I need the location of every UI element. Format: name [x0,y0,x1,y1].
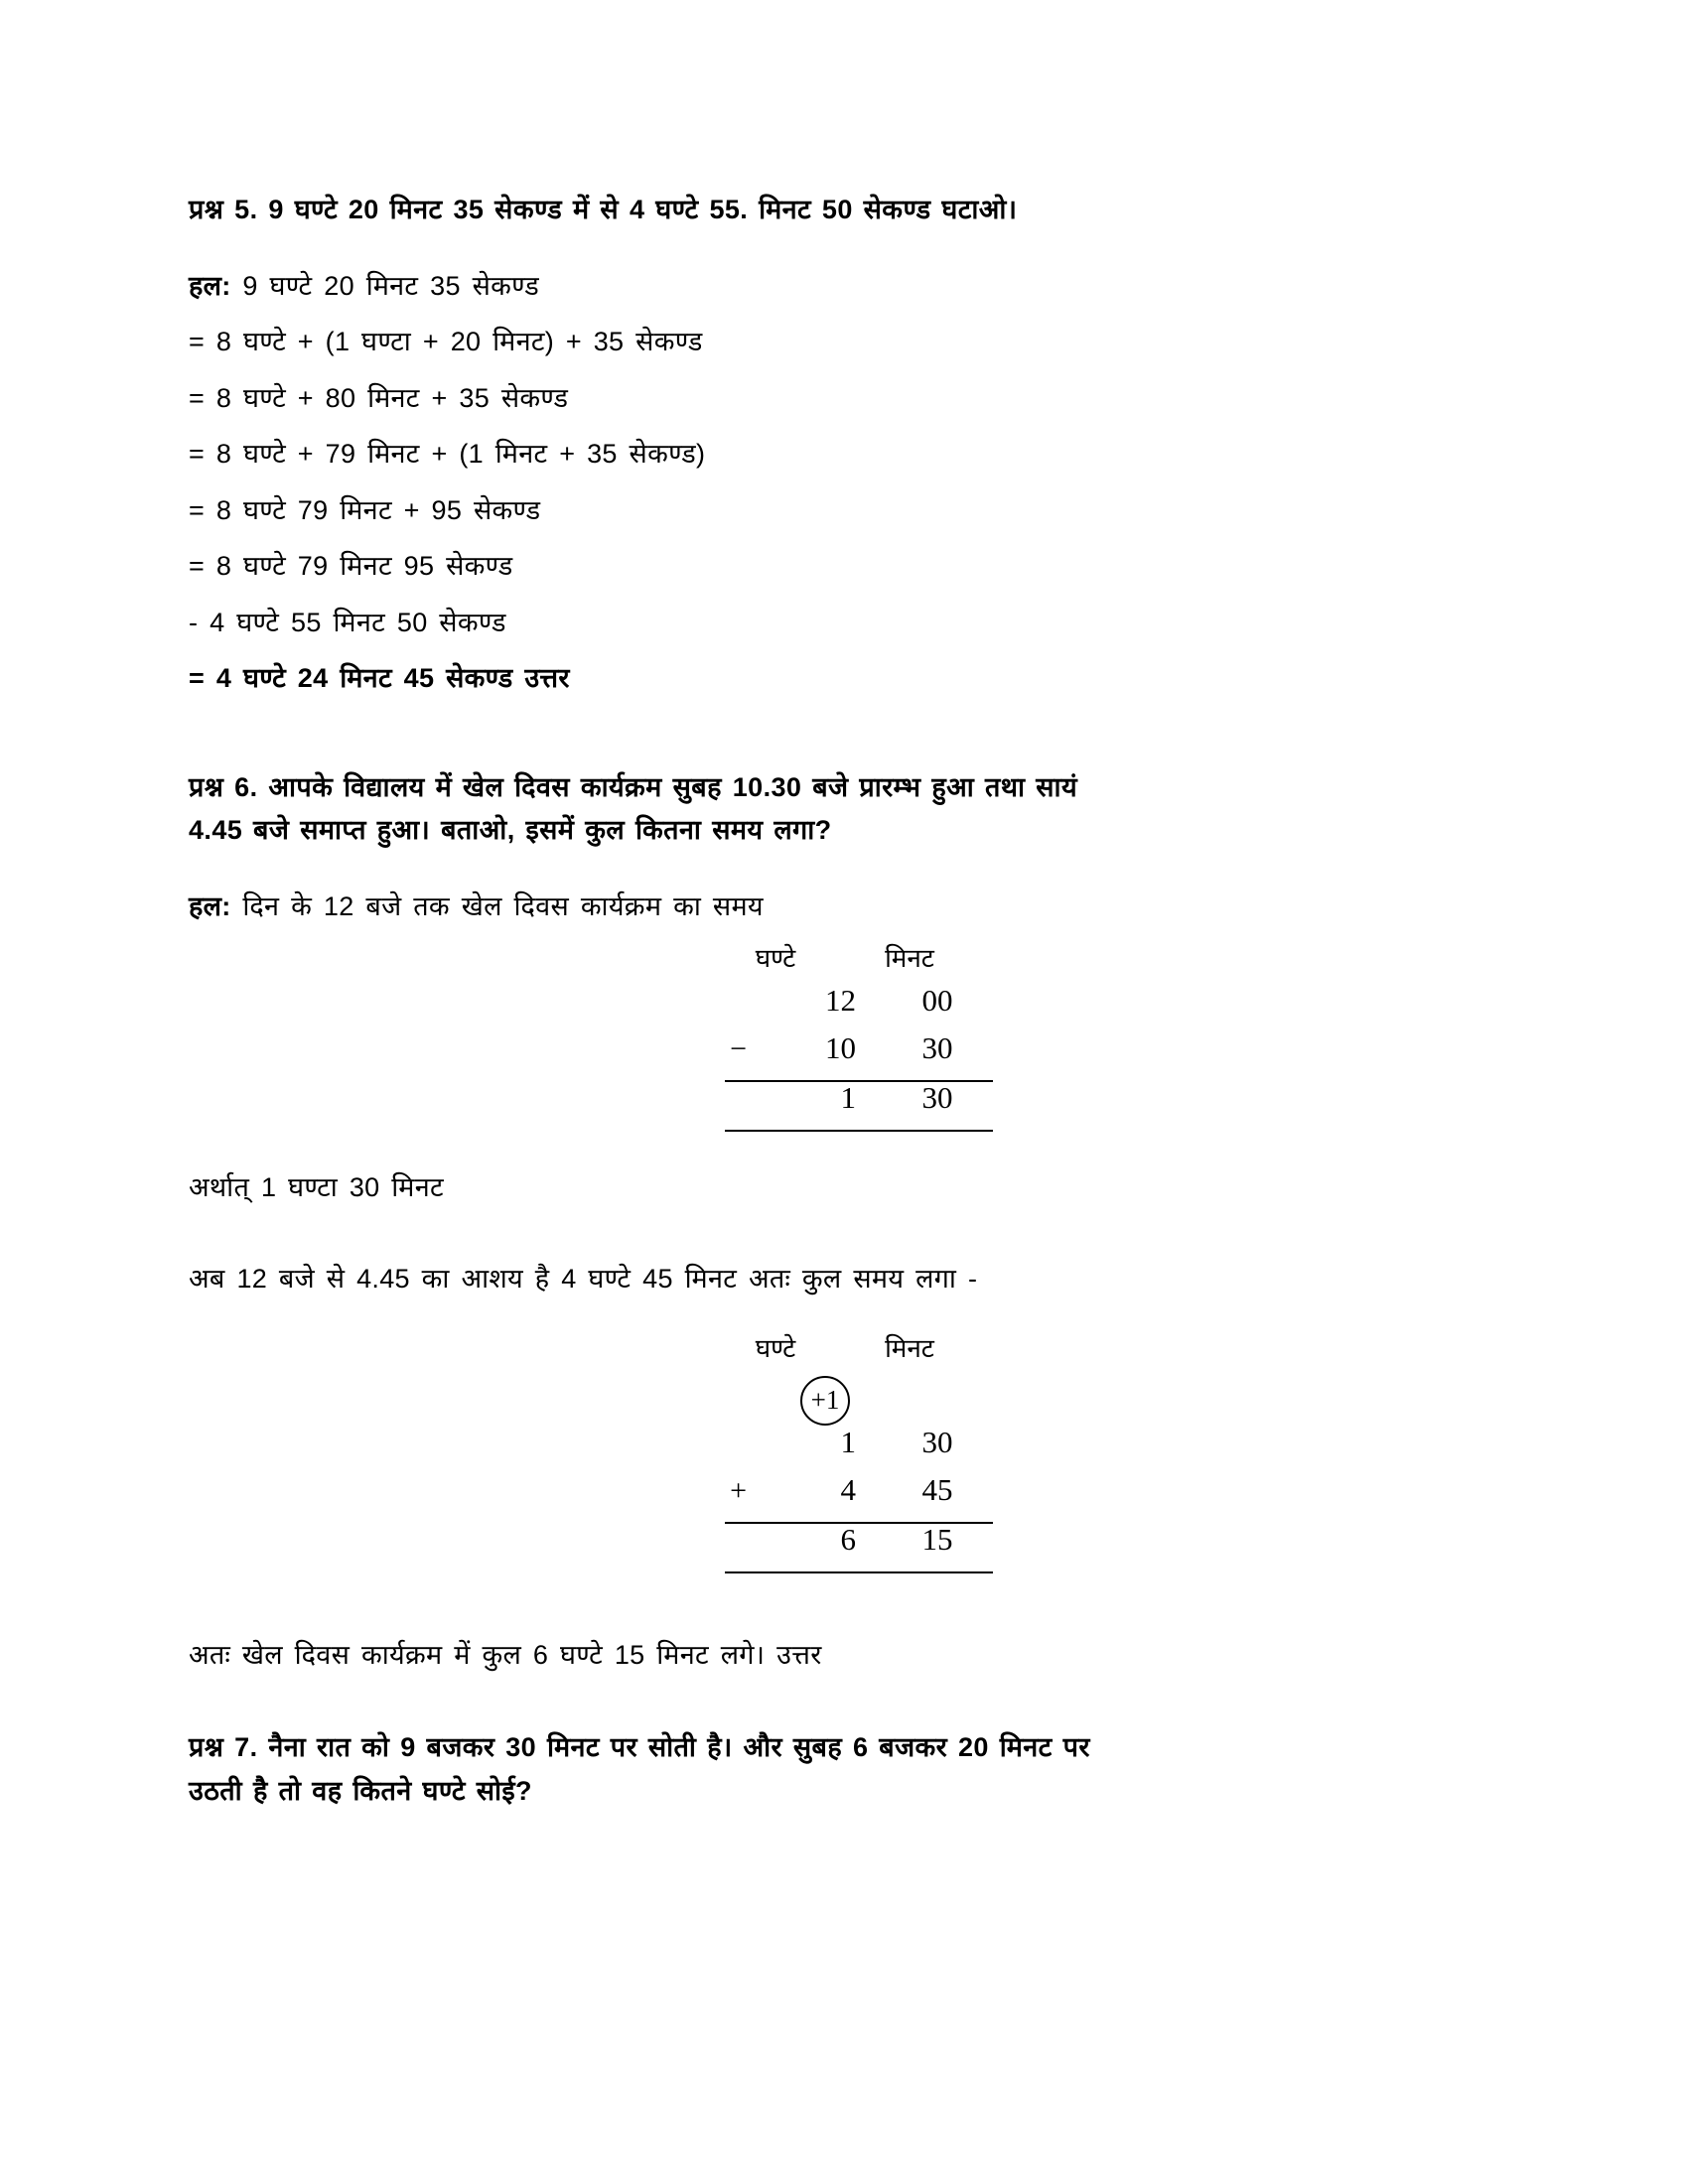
calc-table-1-wrapper [189,942,1509,1132]
calc-table-1-row-0 [701,982,997,1032]
calc-table-1-header-hours: घण्टे [755,942,796,973]
question-6-conclusion: अतः खेल दिवस कार्यक्रम में कुल 6 घण्टे 15 मिनट लगे। उत्तर [189,1639,822,1670]
calc-table-1-row-1-hours: 10 [825,1029,856,1065]
calc-table-1-row-1 [701,1029,997,1080]
calc-table-1-result-hours: 1 [840,1079,856,1115]
calc-table-2-result-minutes: 15 [921,1521,953,1557]
solution-text-q5-0: 9 घण्टे 20 मिनट 35 सेकण्ड [242,270,540,301]
calc-table-2-header-minutes: मिनट [885,1332,934,1363]
calc-table-1-header-row [701,942,997,973]
solution-label-q5: हल: [189,270,231,301]
calc-table-2-row-0-hours: 1 [840,1424,856,1459]
question-6-heading-line-1: प्रश्न 6. आपके विद्यालय में खेल दिवस कार्यक्रम सुबह 10.30 बजे प्रारम्भ हुआ तथा सायं [189,771,1078,802]
calc-table-1-row-1-minutes: 30 [921,1029,953,1065]
question-5-solution-line-3: = 8 घण्टे + 79 मिनट + (1 मिनट + 35 सेकण्ड) [189,439,706,470]
calc-table-1 [701,942,997,1132]
question-5-solution-line-4: = 8 घण्टे 79 मिनट + 95 सेकण्ड [189,494,541,525]
solution-intro-text-q6: दिन के 12 बजे तक खेल दिवस कार्यक्रम का समय [242,891,764,922]
calc-table-2-row-0 [701,1424,997,1474]
calc-table-1-row-0-minutes: 00 [921,982,953,1018]
calc-table-2-row-1-minutes: 45 [921,1471,953,1507]
calc-table-1-header-minutes: मिनट [885,942,934,973]
calc-table-2-carry-box [747,1376,864,1426]
question-5-solution-line-5: = 8 घण्टे 79 मिनट 95 सेकण्ड [189,551,513,582]
calc-table-2-wrapper [189,1332,1509,1573]
after-table-1-text: अर्थात् 1 घण्टा 30 मिनट [189,1171,444,1202]
calc-table-1-result-row [701,1079,997,1128]
question-6-mid-text: अब 12 बजे से 4.45 का आशय है 4 घण्टे 45 मिनट अतः कुल समय लगा - [189,1264,978,1295]
calc-table-1-row-0-hours: 12 [825,982,856,1018]
calc-table-2-header-row [701,1332,997,1363]
calc-table-1-result-minutes: 30 [921,1079,953,1115]
question-7-heading-line-1: प्रश्न 7. नैना रात को 9 बजकर 30 मिनट पर सोती है। और सुबह 6 बजकर 20 मिनट पर [189,1732,1090,1763]
calc-table-2-row-1-operator: + [730,1473,747,1507]
calc-table-1-row-1-operator: − [730,1031,747,1065]
question-6-solution-intro [189,887,1509,927]
spacer-mid-q6 [189,1207,1509,1259]
calc-table-2-row-0-minutes: 30 [921,1424,953,1459]
spacer-before-table-1 [189,927,1509,945]
calc-table-2-result-row [701,1521,997,1570]
spacer-after-q5 [189,715,1509,766]
question-7-heading-line-2: उठती है तो वह कितने घण्टे सोई? [189,1775,532,1806]
spacer-before-q7 [189,1675,1509,1726]
calc-table-2-row-1 [701,1471,997,1522]
calc-table-2-row-1-hours: 4 [840,1471,856,1507]
question-5-heading: प्रश्न 5. 9 घण्टे 20 मिनट 35 सेकण्ड में से 4 घण्टे 55. मिनट 50 सेकण्ड घटाओ। [189,195,1018,224]
calc-table-2-carry-row [701,1375,997,1427]
calc-table-1-rule-bottom [725,1130,993,1132]
page-content [189,189,1509,1847]
spacer-after-table-1 [189,1132,1509,1167]
spacer-after-table-2 [189,1573,1509,1635]
carry-one-circle: +1 [800,1376,850,1426]
question-5-solution-line-6: - 4 घण्टे 55 मिनट 50 सेकण्ड [189,607,506,637]
question-5-solution-line-1: = 8 घण्टे + (1 घण्टा + 20 मिनट) + 35 सेकण्ड [189,327,703,357]
calc-table-2 [701,1332,997,1573]
question-6-heading-line-2: 4.45 बजे समाप्त हुआ। बताओ, इसमें कुल कितना समय लगा? [189,815,832,846]
calc-table-2-rule-bottom [725,1571,993,1573]
question-5-answer-line: = 4 घण्टे 24 मिनट 45 सेकण्ड उत्तर [189,663,570,694]
spacer-before-table-2 [189,1299,1509,1335]
question-5-solution-line-0 [189,266,1509,323]
calc-table-2-result-hours: 6 [840,1521,856,1557]
calc-table-2-header-hours: घण्टे [755,1332,796,1363]
question-5-solution-line-2: = 8 घण्टे + 80 मिनट + 35 सेकण्ड [189,382,569,413]
solution-label-q6: हल: [189,891,231,922]
